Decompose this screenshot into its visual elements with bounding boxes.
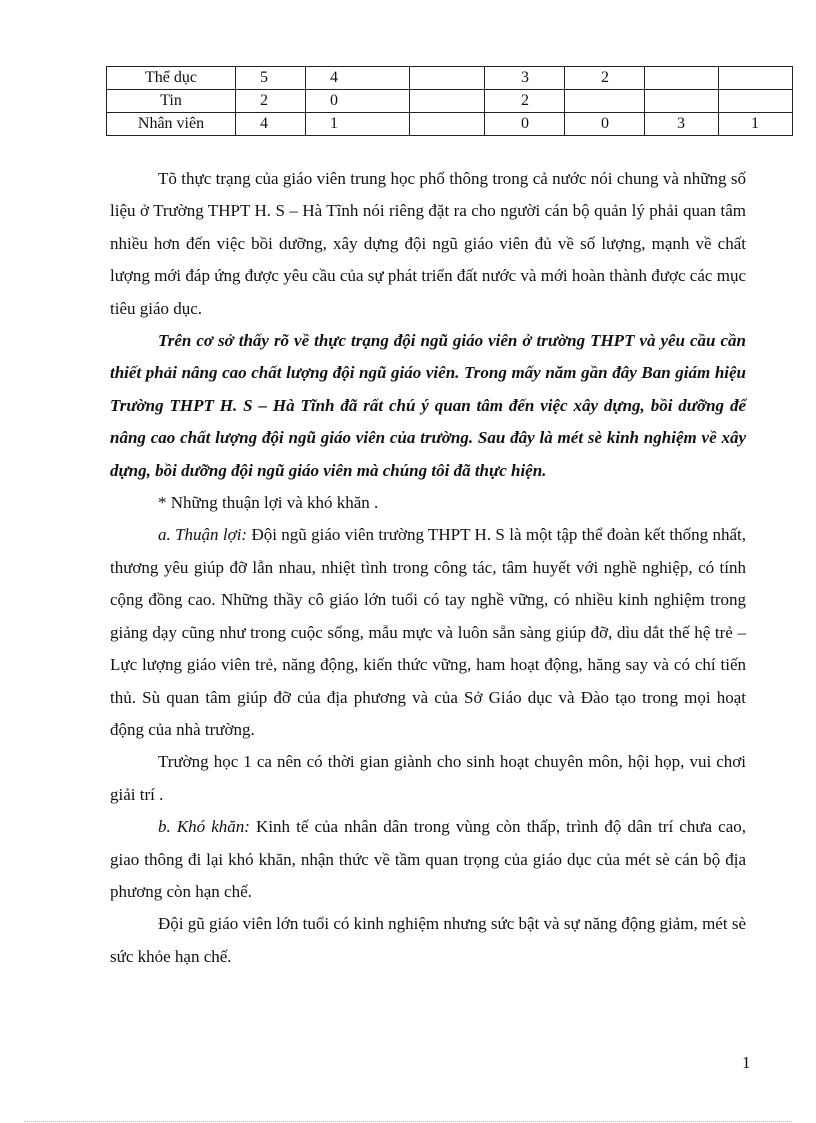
table-cell [719, 67, 793, 90]
difficulties-label: b. Khó khăn: [158, 817, 250, 837]
paragraph: Tõ thực trạng của giáo viên trung học phổ thông trong cả nước nói chung và những số liệu ở Trường THPT H. S – Hà Tĩnh nói riêng đặt ra cho người cán bộ quản lý phải quan tâm nhiều hơn đến việc bồi dưỡng, xây dựng đội ngũ giáo viên đủ về số lượng, mạnh về chất lượng mới đáp ứng được yêu cầu của sự phát triển đất nước và mới hoàn thành được các mục tiêu giáo dục. [110, 169, 746, 318]
paragraph-difficulties [110, 811, 746, 908]
paragraph: Trường học 1 ca nên có thời gian giành cho sinh hoạt chuyên môn, hội họp, vui chơi giải trí . [110, 752, 746, 804]
table-cell: 0 [485, 113, 565, 136]
table-cell: 3 [485, 67, 565, 90]
page-number: 1 [742, 1053, 751, 1072]
advantages-text: Đội ngũ giáo viên trường THPT H. S là một tập thể đoàn kết thống nhất, thương yêu giúp đỡ lẫn nhau, nhiệt tình trong công tác, tâm huyết với nghề nghiệp, có tính cộng đồng cao. Những thầy cô giáo lớn tuổi có tay nghề vững, có nhiều kinh nghiệm trong giảng dạy cũng như trong cuộc sống, mẫu mực và luôn sẵn sàng giúp đỡ, dìu dắt thế hệ trẻ – Lực lượng giáo viên trẻ, năng động, kiến thức vững, ham hoạt động, hăng say và có chí tiến thủ. Sù quan tâm giúp đỡ của địa phương và của Sở Giáo dục và Đào tạo trong mọi hoạt động của nhà trường. [110, 525, 746, 739]
table-cell: 1 [306, 113, 410, 136]
table-cell [719, 90, 793, 113]
table-row-label: Tin [107, 90, 236, 113]
table-cell [410, 113, 485, 136]
table-cell: 3 [645, 113, 719, 136]
table-row-label: Nhân viên [107, 113, 236, 136]
table-cell: 4 [306, 67, 410, 90]
difficulties-text: Kinh tế của nhân dân trong vùng còn thấp, trình độ dân trí chưa cao, giao thông đi lại khó khăn, nhận thức về tầm quan trọng của giáo dục của mét sè cán bộ địa phương còn hạn chế. [110, 817, 746, 901]
table-row-label: Thể dục [107, 67, 236, 90]
table-cell: 0 [306, 90, 410, 113]
table-row [107, 113, 793, 136]
table-cell: 2 [485, 90, 565, 113]
table-cell: 1 [719, 113, 793, 136]
table-cell [565, 90, 645, 113]
paragraph-advantages [110, 519, 746, 746]
paragraph-heading: * Những thuận lợi và khó khăn . [158, 493, 379, 513]
table-row [107, 90, 793, 113]
table-cell [645, 90, 719, 113]
table-cell: 2 [236, 90, 306, 113]
table-cell [410, 90, 485, 113]
footer-divider [24, 1121, 792, 1122]
table-cell: 0 [565, 113, 645, 136]
table-cell: 2 [565, 67, 645, 90]
table-cell [645, 67, 719, 90]
staff-table [106, 66, 793, 136]
paragraph: Đội gũ giáo viên lớn tuổi có kinh nghiệm nhưng sức bật và sự năng động giảm, mét sè sức khỏe hạn chế. [110, 914, 746, 966]
table-row [107, 67, 793, 90]
body-text [110, 163, 746, 973]
paragraph-bold-italic: Trên cơ sở thấy rõ về thực trạng đội ngũ giáo viên ở trường THPT và yêu cầu cần thiết phải nâng cao chất lượng đội ngũ giáo viên. Trong mấy năm gần đây Ban giám hiệu Trường THPT H. S – Hà Tĩnh đã rất chú ý quan tâm đến việc xây dựng, bồi dưỡng để nâng cao chất lượng đội ngũ giáo viên của trường. Sau đây là mét sè kinh nghiệm về xây dựng, bồi dưỡng đội ngũ giáo viên mà chúng tôi đã thực hiện. [110, 331, 746, 480]
advantages-label: a. Thuận lợi: [158, 525, 248, 545]
table-cell [410, 67, 485, 90]
table-cell: 4 [236, 113, 306, 136]
table-cell: 5 [236, 67, 306, 90]
